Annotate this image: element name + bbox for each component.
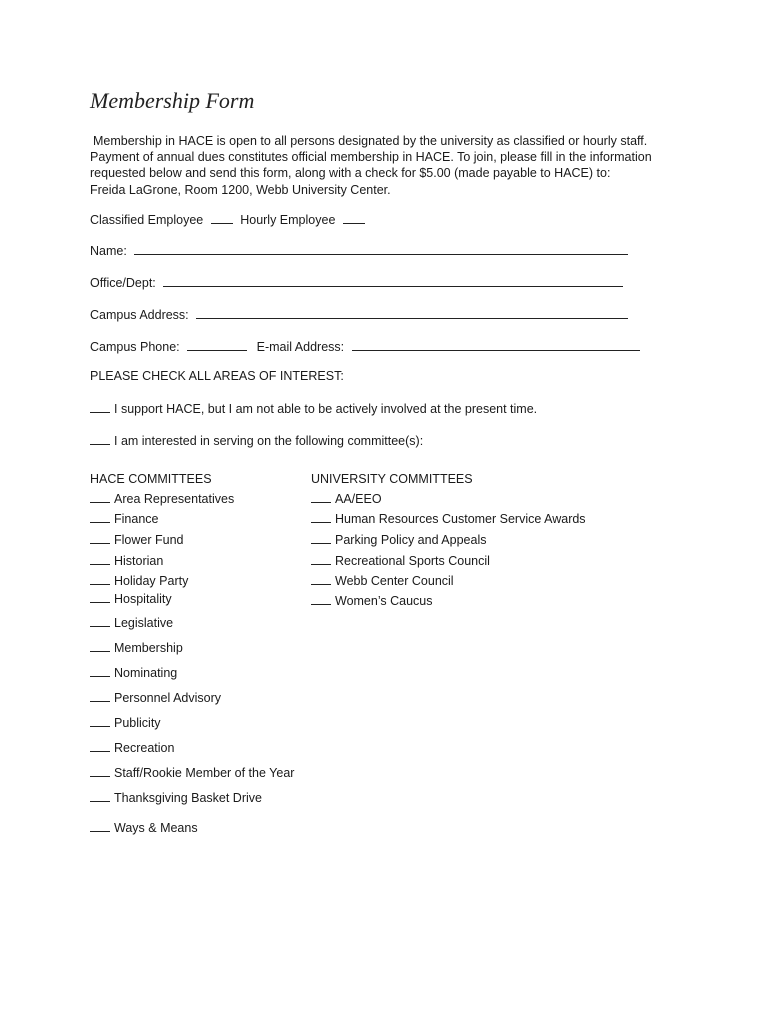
list-item	[90, 665, 177, 680]
checkbox-blank[interactable]	[90, 640, 110, 652]
committee-label: Legislative	[114, 616, 174, 630]
committee-label: Area Representatives	[114, 492, 235, 506]
campus-address-field[interactable]	[196, 306, 628, 319]
interests-heading: PLEASE CHECK ALL AREAS OF INTEREST:	[90, 369, 344, 383]
list-item	[90, 640, 183, 655]
list-item	[311, 553, 490, 568]
list-item	[311, 593, 433, 608]
list-item	[90, 690, 221, 705]
checkbox-blank[interactable]	[311, 553, 331, 565]
committee-label: Nominating	[114, 666, 178, 680]
committee-label: Thanksgiving Basket Drive	[114, 791, 262, 805]
list-item	[311, 573, 454, 588]
list-item	[90, 740, 174, 755]
list-item	[90, 820, 198, 835]
checkbox-blank[interactable]	[90, 591, 110, 603]
intro-line-3: requested below and send this form, along with a check for $5.00 (made payable to HACE) to:	[90, 166, 611, 180]
campus-phone-field[interactable]	[187, 338, 247, 351]
committee-label: AA/EEO	[335, 492, 382, 506]
checkbox-blank[interactable]	[90, 740, 110, 752]
committee-label: Membership	[114, 641, 183, 655]
checkbox-blank[interactable]	[90, 573, 110, 585]
committee-label: Holiday Party	[114, 574, 189, 588]
committee-label: Personnel Advisory	[114, 691, 222, 705]
checkbox-blank[interactable]	[90, 491, 110, 503]
list-item	[90, 573, 188, 588]
list-item	[90, 491, 234, 506]
committee-label: Ways & Means	[114, 821, 198, 835]
email-field[interactable]	[352, 338, 640, 351]
list-item	[311, 491, 382, 506]
checkbox-blank[interactable]	[90, 765, 110, 777]
intro-line-1: Membership in HACE is open to all persons designated by the university as classified or hourly staff.	[93, 134, 648, 148]
phone-email-row	[90, 338, 640, 354]
campus-phone-label: Campus Phone:	[90, 340, 180, 354]
committee-label: Women’s Caucus	[335, 594, 433, 608]
interest-option-support	[90, 401, 537, 416]
campus-address-label: Campus Address:	[90, 308, 189, 322]
support-option-label: I support HACE, but I am not able to be actively involved at the present time.	[114, 402, 538, 416]
interest-option-serving	[90, 433, 423, 448]
committee-label: Finance	[114, 512, 159, 526]
committee-label: Recreation	[114, 741, 175, 755]
hace-committees-heading: HACE COMMITTEES	[90, 472, 212, 486]
intro-line-4: Freida LaGrone, Room 1200, Webb University Center.	[90, 183, 391, 197]
hourly-employee-blank[interactable]	[343, 211, 365, 224]
checkbox-blank[interactable]	[90, 553, 110, 565]
list-item	[90, 790, 262, 805]
list-item	[90, 511, 158, 526]
committee-label: Historian	[114, 554, 164, 568]
checkbox-blank[interactable]	[90, 665, 110, 677]
page-title: Membership Form	[90, 88, 255, 113]
list-item	[90, 765, 294, 780]
campus-address-row	[90, 306, 628, 322]
committee-label: Human Resources Customer Service Awards	[335, 512, 586, 526]
checkbox-blank[interactable]	[90, 615, 110, 627]
committee-label: Publicity	[114, 716, 161, 730]
committee-label: Flower Fund	[114, 533, 184, 547]
name-field[interactable]	[134, 242, 628, 255]
checkbox-blank[interactable]	[311, 491, 331, 503]
list-item	[90, 553, 163, 568]
university-committees-heading: UNIVERSITY COMMITTEES	[311, 472, 473, 486]
checkbox-blank[interactable]	[90, 690, 110, 702]
hourly-employee-label: Hourly Employee	[240, 213, 336, 227]
office-row	[90, 274, 623, 290]
list-item	[90, 615, 173, 630]
list-item	[311, 511, 586, 526]
office-field[interactable]	[163, 274, 623, 287]
intro-line-2: Payment of annual dues constitutes official membership in HACE. To join, please fill in the information	[90, 150, 652, 164]
list-item	[311, 532, 486, 547]
checkbox-blank[interactable]	[90, 820, 110, 832]
checkbox-blank[interactable]	[311, 593, 331, 605]
list-item	[90, 591, 172, 606]
checkbox-blank[interactable]	[311, 532, 331, 544]
committee-label: Hospitality	[114, 592, 172, 606]
committee-label: Staff/Rookie Member of the Year	[114, 766, 295, 780]
committee-label: Parking Policy and Appeals	[335, 533, 487, 547]
checkbox-blank[interactable]	[90, 790, 110, 802]
committee-label: Recreational Sports Council	[335, 554, 490, 568]
serving-checkbox-blank[interactable]	[90, 433, 110, 445]
office-label: Office/Dept:	[90, 276, 156, 290]
employee-type-row	[90, 211, 365, 227]
checkbox-blank[interactable]	[90, 511, 110, 523]
list-item	[90, 715, 161, 730]
committee-label: Webb Center Council	[335, 574, 454, 588]
serving-option-label: I am interested in serving on the following committee(s):	[114, 434, 424, 448]
email-label: E-mail Address:	[256, 340, 345, 354]
name-row	[90, 242, 628, 258]
list-item	[90, 532, 183, 547]
name-label: Name:	[90, 244, 127, 258]
checkbox-blank[interactable]	[311, 511, 331, 523]
classified-employee-label: Classified Employee	[90, 213, 204, 227]
classified-employee-blank[interactable]	[211, 211, 233, 224]
checkbox-blank[interactable]	[311, 573, 331, 585]
checkbox-blank[interactable]	[90, 532, 110, 544]
support-checkbox-blank[interactable]	[90, 401, 110, 413]
checkbox-blank[interactable]	[90, 715, 110, 727]
